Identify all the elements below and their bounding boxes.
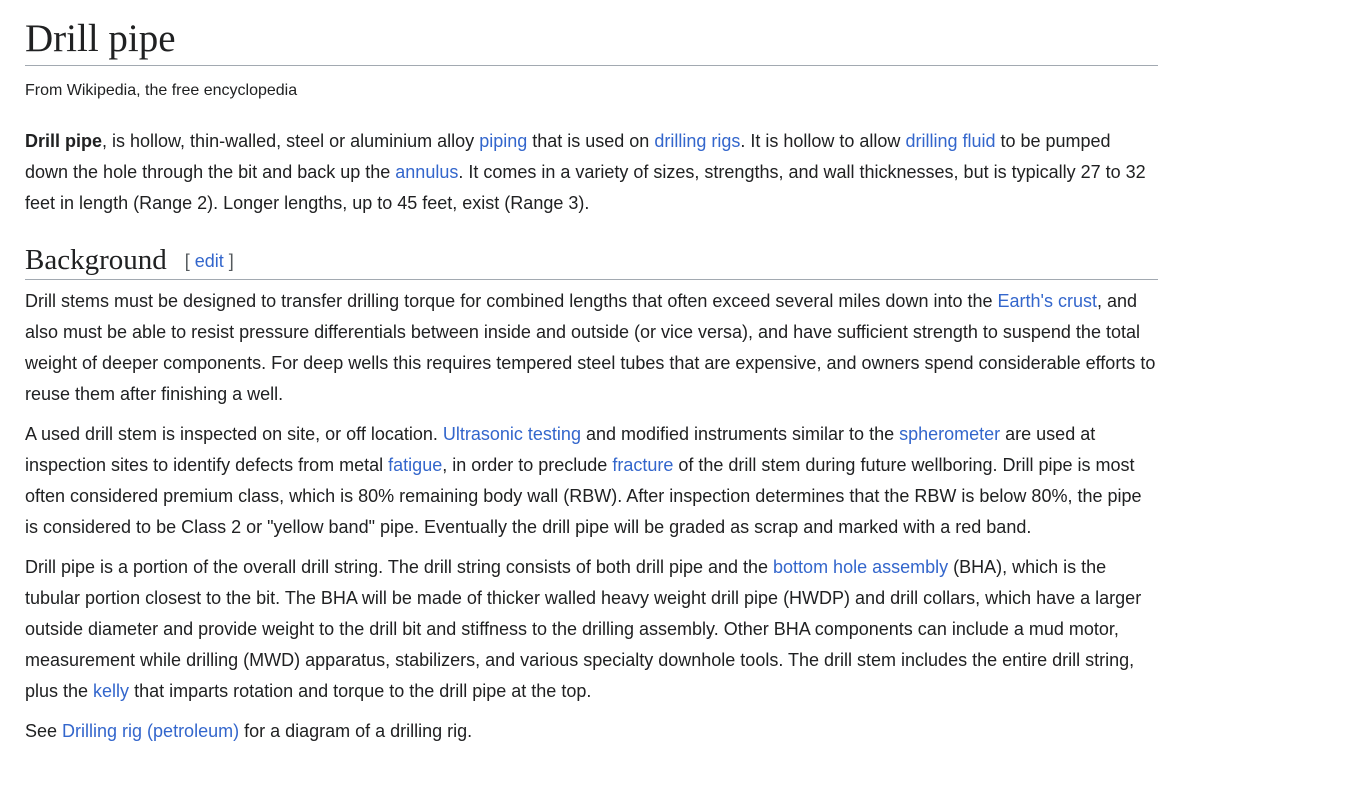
background-paragraph-4 [25,716,1158,747]
section-heading-text: Background [25,243,167,276]
link-drilling-rigs[interactable]: drilling rigs [654,130,741,151]
link-bottom-hole-assembly[interactable]: bottom hole assembly [773,557,949,578]
paragraph-text: , in order to preclude [442,455,613,476]
link-kelly[interactable]: kelly [93,681,130,702]
edit-section-link[interactable]: edit [194,250,224,271]
link-piping[interactable]: piping [479,130,528,151]
article-content [25,14,1158,747]
paragraph-text: that imparts rotation and torque to the drill pipe at the top. [129,681,592,702]
background-paragraph-3 [25,552,1158,707]
link-annulus[interactable]: annulus [395,161,459,182]
site-tagline: From Wikipedia, the free encyclopedia [25,81,298,99]
lead-text: . It is hollow to allow [740,130,906,151]
paragraph-text: A used drill stem is inspected on site, or off location. [25,424,443,445]
background-paragraph-1 [25,286,1158,410]
paragraph-text: for a diagram of a drilling rig. [239,721,473,742]
paragraph-text: (BHA), which is the tubular portion closest to the bit. The BHA will be made of thicker walled heavy weight drill pipe (HWDP) and drill collars, which have a larger outside diameter and provide weight to the drill bit and stiffness to the drilling assembly. Other BHA components can include a mud motor, measurement while drilling (MWD) apparatus, stabilizers, and various specialty downhole tools. The drill stem includes the entire drill string, plus the [25,557,1142,702]
paragraph-text: and modified instruments similar to the [580,424,900,445]
paragraph-text: , and also must be able to resist pressure differentials between inside and outside (or vice versa), and have sufficient strength to suspend the total weight of deeper components. For deep wells this requires tempered steel tubes that are expensive, and owners spend considerable efforts to reuse them after finishing a well. [25,291,1156,405]
paragraph-text: Drill pipe is a portion of the overall drill string. The drill string consists of both drill pipe and the [25,557,774,578]
link-fatigue[interactable]: fatigue [388,455,443,476]
lead-text: that is used on [527,130,655,151]
link-earths-crust[interactable]: Earth's crust [997,291,1097,312]
link-ultrasonic-testing[interactable]: Ultrasonic testing [442,424,581,445]
lead-text: . It comes in a variety of sizes, strengths, and wall thicknesses, but is typically 27 to 32 feet in length (Range 2). Longer lengths, up to 45 feet, exist (Range 3). [25,161,1146,213]
link-spherometer[interactable]: spherometer [899,424,1001,445]
paragraph-text: of the drill stem during future wellboring. Drill pipe is most often considered premium class, which is 80% remaining body wall (RBW). After inspection determines that the RBW is below 80%, the pipe is considered to be Class 2 or "yellow band" pipe. Eventually the drill pipe will be graded as scrap and marked with a red band. [25,455,1142,538]
lead-bold-term: Drill pipe [25,130,103,151]
edit-bracket-close: ] [223,250,234,271]
paragraph-text: See [25,721,63,742]
paragraph-text: Drill stems must be designed to transfer drilling torque for combined lengths that often exceed several miles down into the [25,291,998,312]
link-fracture[interactable]: fracture [612,455,674,476]
edit-bracket-open: [ [184,250,195,271]
lead-text: , is hollow, thin-walled, steel or aluminium alloy [102,130,480,151]
link-drilling-rig-petroleum[interactable]: Drilling rig (petroleum) [62,721,240,742]
edit-section [185,251,234,271]
paragraph-text: are used at inspection sites to identify defects from metal [25,424,1096,476]
section-heading-background [25,242,1158,281]
lead-paragraph [25,126,1158,219]
lead-text: to be pumped down the hole through the bit and back up the [25,130,1111,182]
background-paragraph-2 [25,419,1158,543]
page-title: Drill pipe [25,14,1158,66]
link-drilling-fluid[interactable]: drilling fluid [905,130,996,151]
